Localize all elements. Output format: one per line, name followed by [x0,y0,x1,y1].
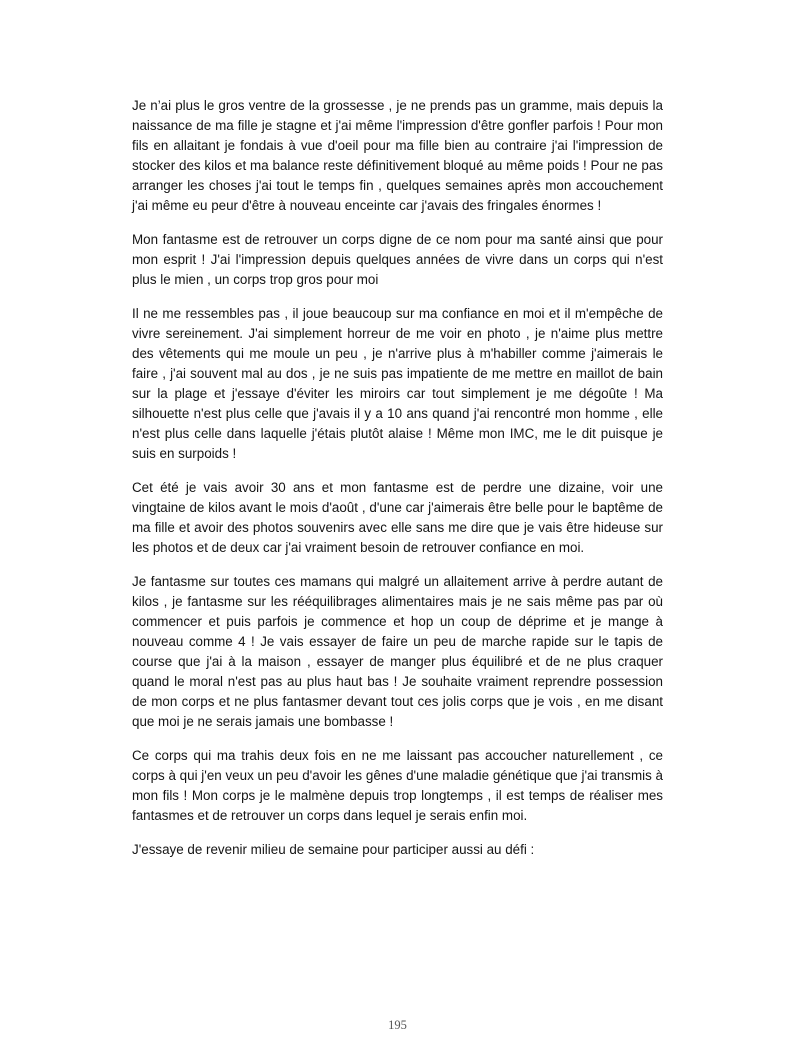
paragraph-7: J'essaye de revenir milieu de semaine pour participer aussi au défi : [132,842,535,857]
paragraph-4: Cet été je vais avoir 30 ans et mon fantasme est de perdre une dizaine, voir une vingtaine de kilos avant le mois d'août , d'une car j'aimerais être belle pour le baptême de ma fille et avoir des photos souvenirs avec elle sans me dire que je vais être hideuse sur les photos et de deux car j'ai vraiment besoin de retrouver confiance en moi. [132,480,663,555]
paragraph-1: Je n’ai plus le gros ventre de la grossesse , je ne prends pas un gramme, mais depuis la naissance de ma fille je stagne et j'ai même l'impression d'être gonfler parfois ! Pour mon fils en allaitant je fondais à vue d'oeil pour ma fille bien au contraire j'ai l'impression de stocker des kilos et ma balance reste définitivement bloqué au même poids ! Pour ne pas arranger les choses j'ai tout le temps fin , quelques semaines après mon accouchement j'ai même eu peur d'être à nouveau enceinte car j'avais des fringales énormes ! [132,98,663,213]
paragraph-5: Je fantasme sur toutes ces mamans qui malgré un allaitement arrive à perdre autant de kilos , je fantasme sur les rééquilibrages alimentaires mais je ne sais même pas par où commencer et puis parfois je commence et hop un coup de déprime et je mange à nouveau comme 4 ! Je vais essayer de faire un peu de marche rapide sur le tapis de course que j'ai à la maison , essayer de manger plus équilibré et de ne plus craquer quand le moral n'est pas au plus haut bas ! Je souhaite vraiment reprendre possession de mon corps et ne plus fantasmer devant tout ces jolis corps que je vois , en me disant que moi je ne serais jamais une bombasse ! [132,574,663,729]
body-text [132,96,663,874]
page-number: 195 [388,1018,407,1032]
paragraph-2: Mon fantasme est de retrouver un corps digne de ce nom pour ma santé ainsi que pour mon esprit ! J'ai l'impression depuis quelques années de vivre dans un corps qui n'est plus le mien , un corps trop gros pour moi [132,232,663,287]
paragraph-6: Ce corps qui ma trahis deux fois en ne me laissant pas accoucher naturellement , ce corps à qui j'en veux un peu d'avoir les gênes d'une maladie génétique que j'ai transmis à mon fils ! Mon corps je le malmène depuis trop longtemps , il est temps de réaliser mes fantasmes et de retrouver un corps dans lequel je serais enfin moi. [132,748,663,823]
paragraph-3: Il ne me ressembles pas , il joue beaucoup sur ma confiance en moi et il m'empêche de vivre sereinement. J'ai simplement horreur de me voir en photo , je n'aime plus mettre des vêtements qui me moule un peu , je n'arrive plus à m'habiller comme j'aimerais le faire , j'ai souvent mal au dos , je ne suis pas impatiente de me mettre en maillot de bain sur la plage et j'essaye d'éviter les miroirs car tout simplement je me dégoûte ! Ma silhouette n'est plus celle que j'avais il y a 10 ans quand j'ai rencontré mon homme , elle n'est plus celle dans laquelle j'étais plutôt alaise ! Même mon IMC, me le dit puisque je suis en surpoids ! [132,306,663,461]
